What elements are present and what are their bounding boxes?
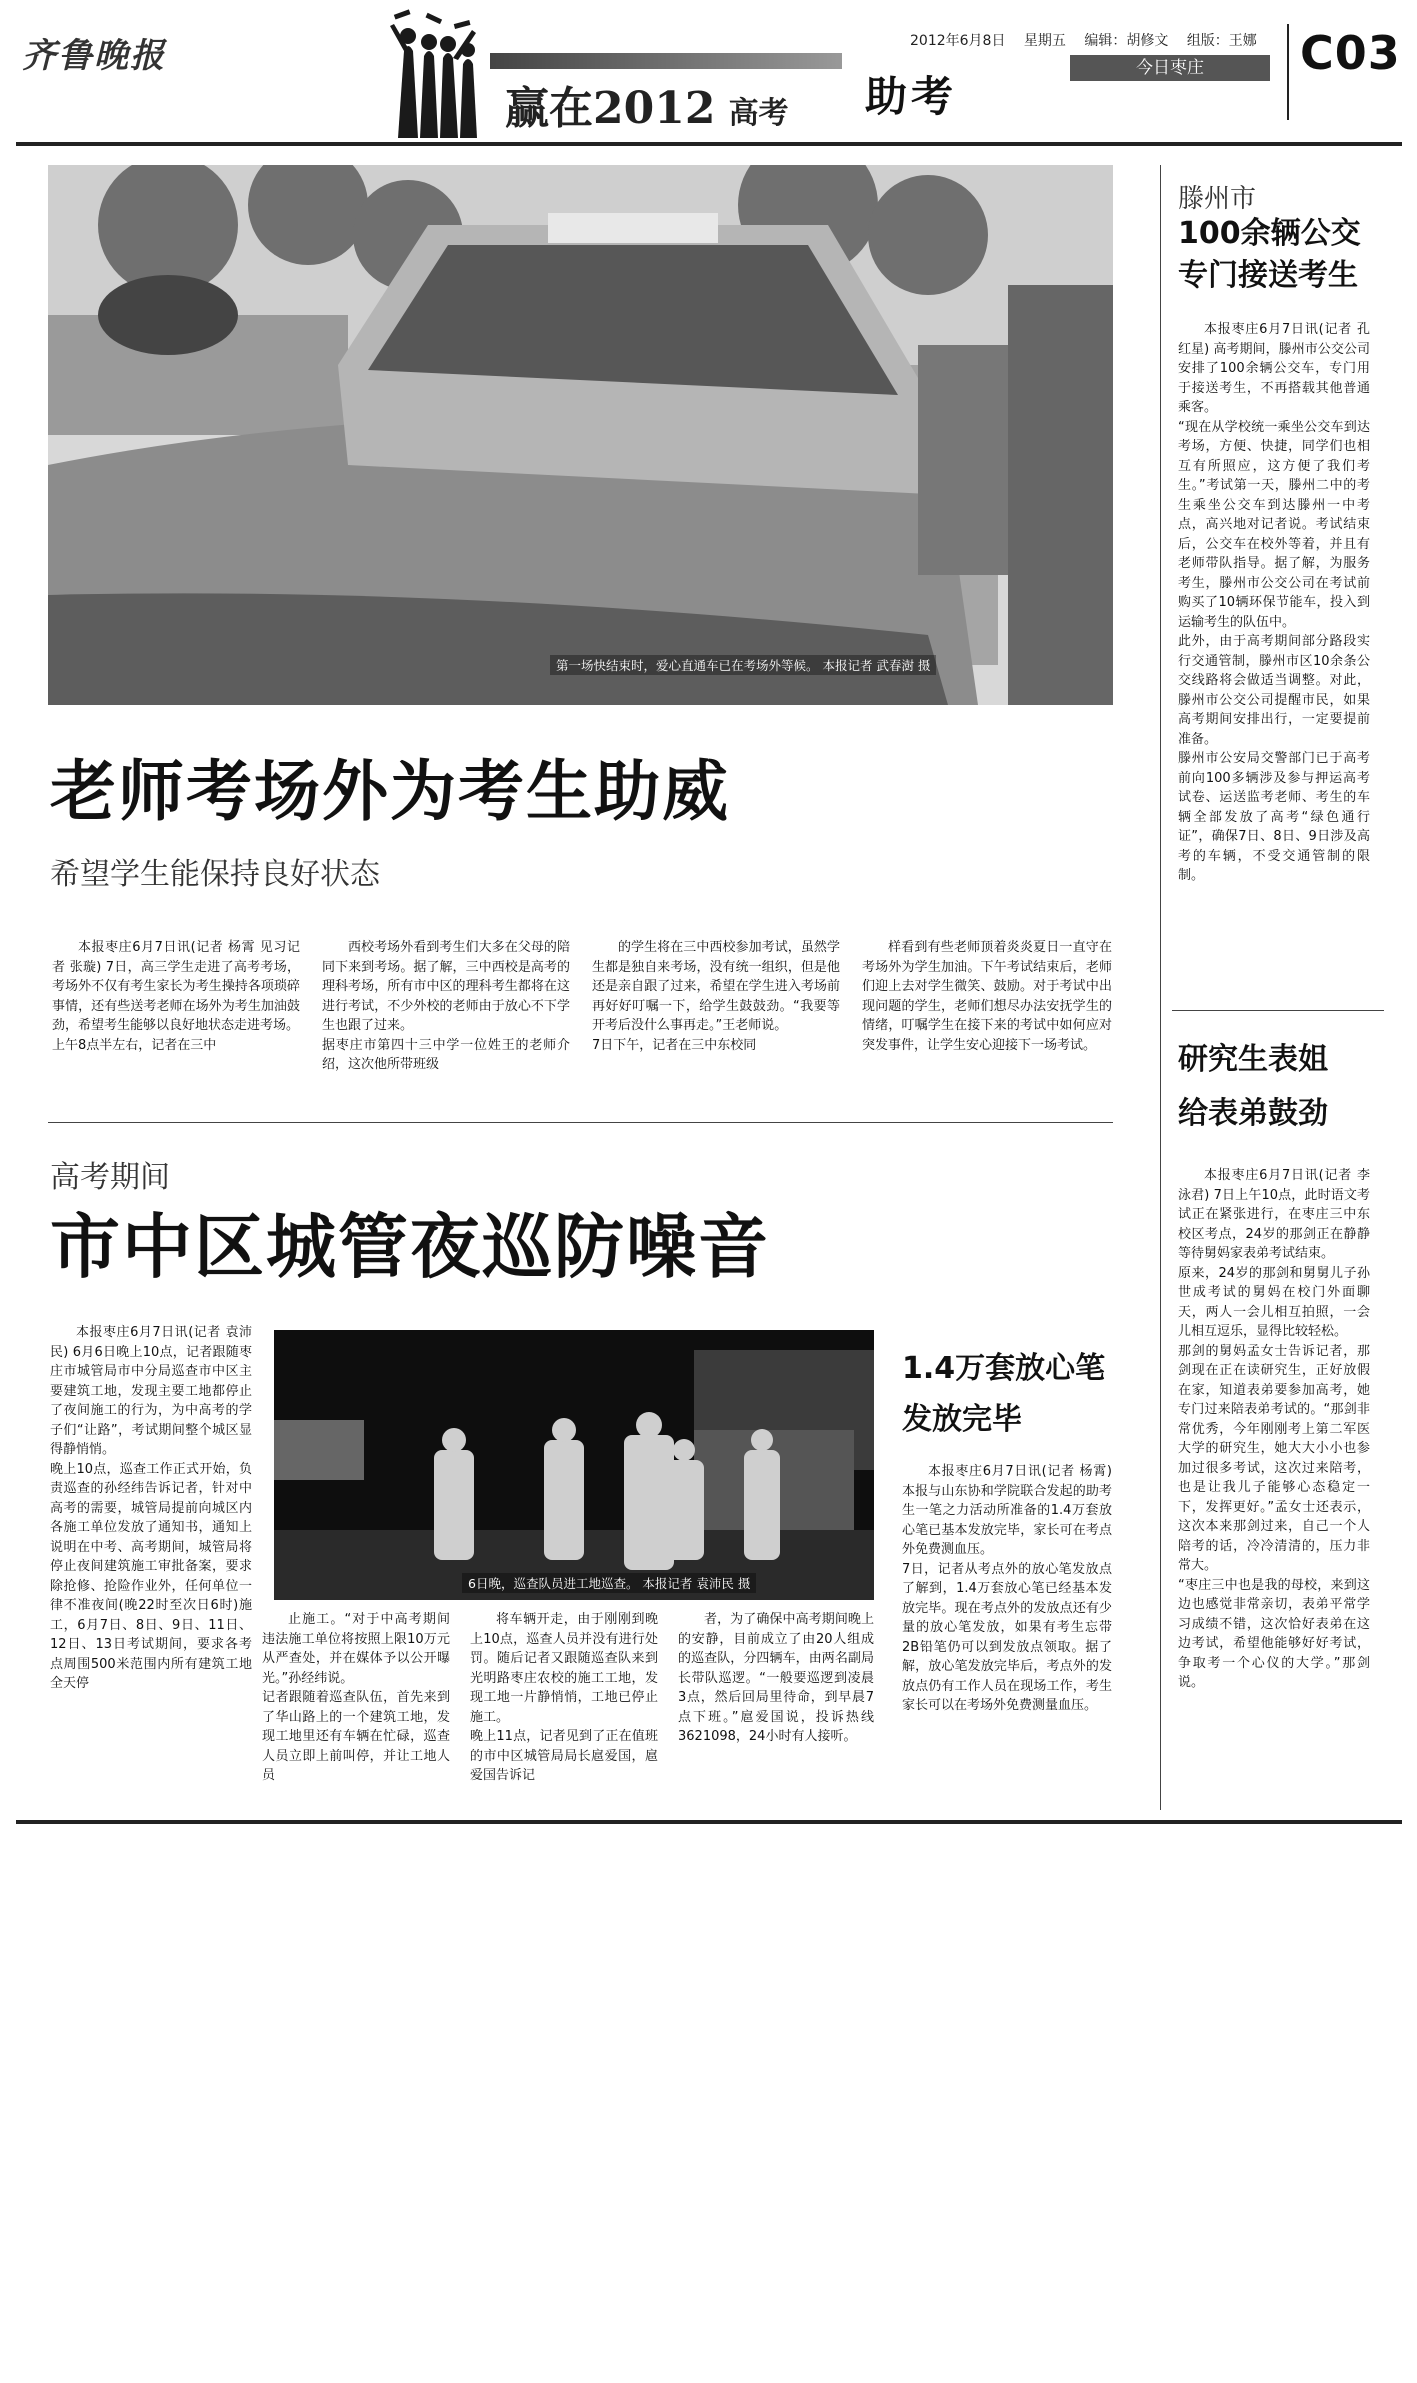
banner-bar (490, 53, 842, 69)
night-patrol-caption: 6日晚，巡查队员进工地巡查。 本报记者 袁沛民 摄 (462, 1573, 756, 1593)
lead-column-1: 本报枣庄6月7日讯(记者 杨霄 见习记者 张璇) 7日，高三学生走进了高考考场，考场外不仅有考生家长为考生操持各项琐碎事情，还有些送考老师在场外为考生加油鼓劲，希望考生能够以良好地状态走进考场。 上午8点半左右，记者在三中 (52, 940, 300, 1053)
page-number: C03 (1300, 26, 1401, 80)
night-patrol-photo (274, 1330, 874, 1600)
banner-title-suffix: 高考 (728, 96, 789, 131)
sidebar-story1-headline-1: 100余辆公交 (1178, 216, 1361, 251)
second-headline: 市中区城管夜巡防噪音 (50, 1206, 770, 1288)
lead-column-4: 样看到有些老师顶着炎炎夏日一直守在考场外为学生加油。下午考试结束后，老师们迎上去对学生微笑、鼓励。对于考试中出现问题的学生，老师们想尽办法安抚学生的情绪，叮嘱学生在接下来的考试中如何应对突发事件，让学生安心迎接下一场考试。 (862, 940, 1112, 1053)
second-bottom-column-2: 将车辆开走，由于刚刚到晚上10点，巡查人员并没有进行处罚。随后记者又跟随巡查队来到光明路枣庄农校的施工工地，发现工地一片静悄悄，工地已停止施工。 晚上11点，记者见到了正在值班的市中区城管局局长扈爱国，扈爱国告诉记 (470, 1612, 658, 1783)
masthead-rule (16, 142, 1402, 146)
issue-date: 2012年6月8日 (910, 33, 1006, 49)
sidebar-story-divider (1172, 1010, 1384, 1011)
pen-headline-line2: 发放完毕 (902, 1402, 1022, 1437)
banner-title (505, 72, 789, 136)
sidebar-kicker: 滕州市 (1178, 184, 1257, 214)
sidebar-story2-headline-1: 研究生表姐 (1178, 1042, 1328, 1077)
section-title: 助考 (865, 72, 958, 121)
pen-story-text: 本报枣庄6月7日讯(记者 杨霄) 本报与山东协和学院联合发起的助考生一笔之力活动所准备的1.4万套放心笔已基本发放完毕，家长可在考点外免费测血压。 7日，记者从考点外的放心笔发放点了解到，1.4万套放心笔已经基本发放完毕。现在考点外的发放点还有少量的放心笔发放，如果有考生忘带2B铅笔仍可以到发放点领取。据了解，放心笔发放完毕后，考点外的发放点仍有工作人员在现场工作，考生家长可以在考场外免费测量血压。 (902, 1464, 1112, 1713)
sidebar-divider (1160, 165, 1161, 1810)
pen-headline-line1: 1.4万套放心笔 (902, 1351, 1106, 1386)
story-divider (48, 1122, 1113, 1123)
night-patrol-photo-art (274, 1330, 874, 1600)
dateline (910, 30, 1257, 50)
page-bottom-rule (16, 1820, 1402, 1824)
graduates-emblem (380, 6, 490, 138)
masthead-divider (1287, 24, 1289, 120)
masthead (0, 0, 1417, 140)
edition-label: 今日枣庄 (1070, 55, 1270, 81)
second-bottom-column-1: 止施工。“对于中高考期间违法施工单位将按照上限10万元从严查处，并在媒体予以公开曝光。”孙经纬说。 记者跟随着巡查队伍，首先来到了华山路上的一个建筑工地，发现工地里还有车辆在忙碌，巡查人员立即上前叫停，并让工地人员 (262, 1612, 450, 1783)
taxi-photo (48, 165, 1113, 705)
sidebar-story2-text: 本报枣庄6月7日讯(记者 李泳君) 7日上午10点，此时语文考试正在紧张进行，在枣庄三中东校区考点，24岁的那剑正在静静等待舅妈家表弟考试结束。 原来，24岁的那剑和舅舅儿子孙世成考试的舅妈在校门外面聊天，两人一会儿相互拍照，一会儿相互逗乐，显得比较轻松。 那剑的舅妈孟女士告诉记者，那剑现在正在读研究生，正好放假在家，知道表弟要参加高考，她专门过来陪表弟考试的。“那剑非常优秀，今年刚刚考上第二军医大学的研究生，她大大小小也参加过很多考试，这次过来陪考，也是让我儿子能够心态稳定一下，发挥更好。”孟女士还表示，这次本来那剑过来，自己一个人陪考的话，冷冷清清的，压力非常大。 “枣庄三中也是我的母校，来到这边也感觉非常亲切，表弟平常学习成绩不错，这次恰好表弟在这边考试，希望他能够好好考试，争取考一个心仪的大学。”那剑说。 (1178, 1168, 1370, 1690)
lead-subhead: 希望学生能保持良好状态 (50, 857, 380, 892)
second-left-column: 本报枣庄6月7日讯(记者 袁沛民) 6月6日晚上10点，记者跟随枣庄市城管局市中分局巡查市中区主要建筑工地，发现主要工地都停止了夜间施工的行为，为中高考的学子们“让路”，考试期间整个城区显得静悄悄。 晚上10点，巡查工作正式开始，负责巡查的孙经纬告诉记者，针对中高考的需要，城管局提前向城区内各施工单位发放了通知书，通知上说明在中考、高考期间，城管局将停止夜间建筑施工审批备案，要求除抢修、抢险作业外，任何单位一律不准夜间(晚22时至次日6时)施工，6月7日、8日、9日、11日、12日、13日考试期间，要求各考点周围500米范围内所有建筑工地全天停 (50, 1325, 252, 1691)
second-kicker: 高考期间 (50, 1160, 170, 1195)
sidebar-story1-text: 本报枣庄6月7日讯(记者 孔红星) 高考期间，滕州市公交公司安排了100余辆公交车，专门用于接送考生，不再搭载其他普通乘客。 “现在从学校统一乘坐公交车到达考场，方便、快捷，同学们也相互有所照应，这方便了我们考生。”考试第一天，滕州二中的考生乘坐公交车到达滕州一中考点，高兴地对记者说。考试结束后，公交车在校外等着，并且有老师带队指导。据了解，为服务考生，滕州市公交公司在考试前购买了10辆环保节能车，投入到运输考生的队伍中。 此外，由于高考期间部分路段实行交通管制，滕州市区10余条公交线路将会做适当调整。对此，滕州市公交公司提醒市民，如果高考期间安排出行，一定要提前准备。 滕州市公安局交警部门已于高考前向100多辆涉及参与押运高考试卷、运送监考老师、考生的车辆全部发放了高考“绿色通行证”，确保7日、8日、9日涉及高考的车辆，不受交通管制的限制。 (1178, 322, 1370, 883)
editor-credit: 编辑：胡修文 (1084, 33, 1169, 49)
layout-credit: 组版：王娜 (1186, 33, 1257, 49)
lead-column-2: 西校考场外看到考生们大多在父母的陪同下来到考场。据了解，三中西校是高考的理科考场，所有市中区的理科考生都将在这进行考试，不少外校的老师由于放心不下学生也跟了过来。 据枣庄市第四十三中学一位姓王的老师介绍，这次他所带班级 (322, 940, 570, 1072)
issue-weekday: 星期五 (1023, 33, 1066, 49)
sidebar-story2-headline-2: 给表弟鼓劲 (1178, 1096, 1328, 1131)
second-bottom-column-3: 者，为了确保中高考期间晚上的安静，目前成立了由20人组成的巡查队，分四辆车，由两名副局长带队巡逻。“一般要巡逻到凌晨3点，然后回局里待命，到早晨7点下班。”扈爱国说，投诉热线3621098，24小时有人接听。 (678, 1612, 874, 1744)
taxi-photo-caption: 第一场快结束时，爱心直通车已在考场外等候。 本报记者 武春澍 摄 (550, 655, 936, 675)
sidebar-story1-headline-2: 专门接送考生 (1178, 258, 1358, 293)
lead-column-3: 的学生将在三中西校参加考试，虽然学生都是独自来考场，没有统一组织，但是他还是亲自跟了过来，希望在学生进入考场前再好好叮嘱一下，给学生鼓鼓劲。“我要等开考后没什么事再走。”王老师说。 7日下午，记者在三中东校同 (592, 940, 840, 1053)
taxi-photo-art (48, 165, 1113, 705)
lead-headline: 老师考场外为考生助威 (50, 753, 730, 830)
paper-name: 齐鲁晚报 (22, 36, 166, 76)
banner-title-main: 赢在2012 (505, 83, 716, 134)
